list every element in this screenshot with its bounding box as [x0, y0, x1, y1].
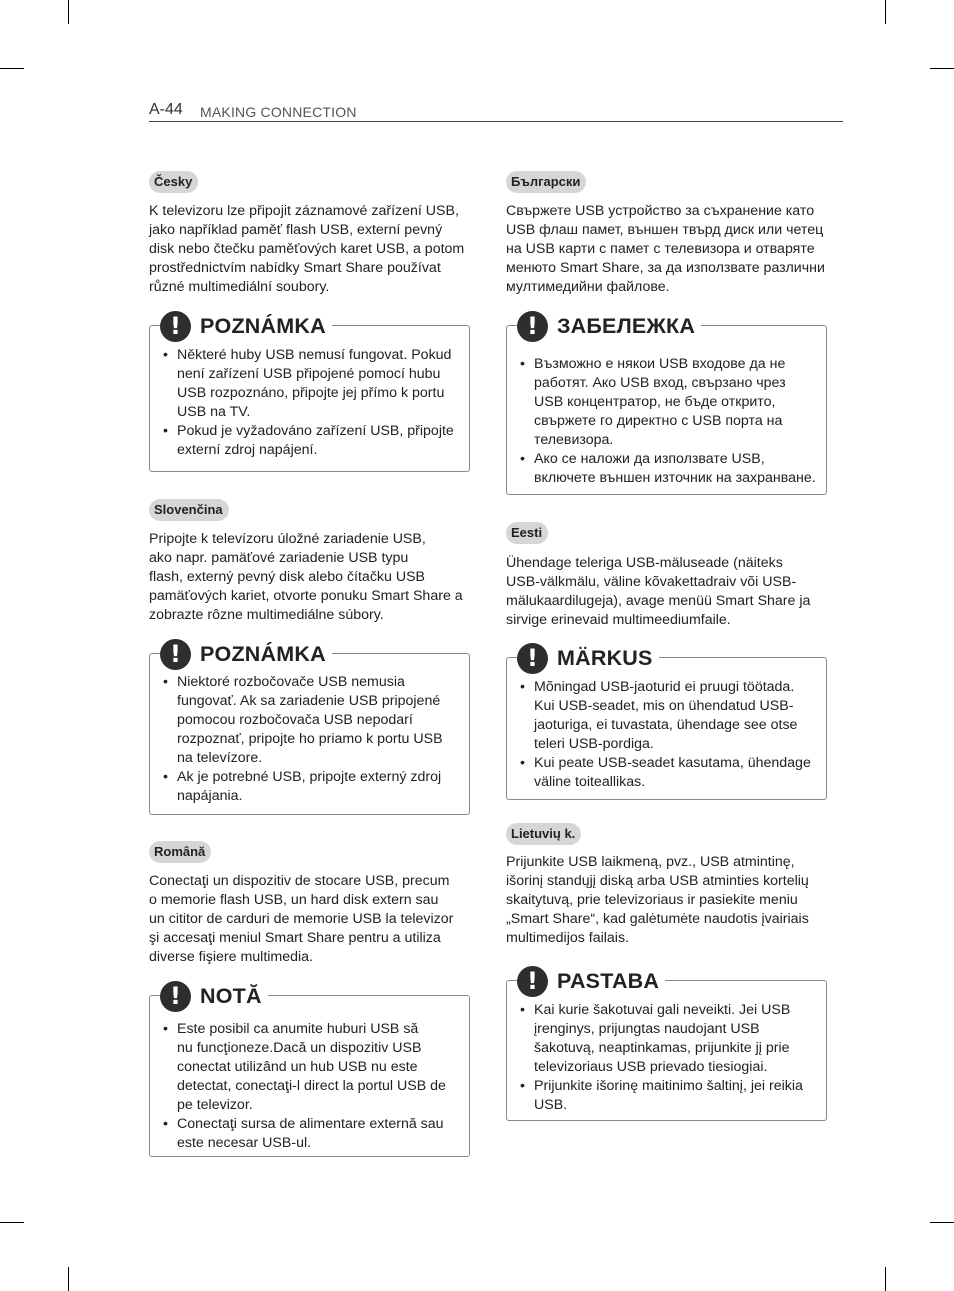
language-label-romanian: Română	[149, 841, 211, 863]
crop-mark	[930, 1222, 954, 1223]
note-item: • Mõningad USB-jaoturid ei pruugi töötada. Kui USB-seadet, mis on ühendatud USB- jaoturiga, ei tuvastata, ühendage see otse teleri USB-pordiga.	[520, 678, 818, 754]
note-title: MÄRKUS	[557, 645, 653, 670]
note-item: • Este posibil ca anumite huburi USB să nu funcţioneze.Dacă un dispozitiv USB conectat utilizând un hub USB nu este detectat, conectaţi-l direct la portul USB de pe televizor.	[163, 1020, 461, 1115]
exclamation-warning-icon: !	[160, 639, 191, 670]
note-header	[160, 637, 332, 671]
note-list	[520, 355, 818, 488]
exclamation-warning-icon: !	[517, 643, 548, 674]
note-item: • Kai kurie šakotuvai gali neveikti. Jei USB įrenginys, prijungtas naudojant USB šakotuvą, neaptinkamas, prijunkite jį prie televizoriaus USB prievado tiesiogiai.	[520, 1001, 818, 1077]
crop-mark	[68, 0, 69, 24]
language-label-estonian: Eesti	[506, 522, 548, 544]
exclamation-warning-icon: !	[517, 311, 548, 342]
paragraph-slovak: Pripojte k televízoru úložné zariadenie USB, ako napr. pamäťové zariadenie USB typu flash, externý pevný disk alebo čítačku USB pamäťových kariet, otvorte ponuku Smart Share a zobrazte rôzne multimediálne súbory.	[149, 531, 463, 623]
note-item: • Ak je potrebné USB, pripojte externý zdroj napájania.	[163, 768, 461, 806]
note-header	[517, 641, 659, 675]
language-label-bulgarian: Български	[506, 171, 586, 193]
section-title: MAKING CONNECTION	[200, 104, 357, 120]
crop-mark	[885, 0, 886, 24]
note-item: • Prijunkite išorinę maitinimo šaltinį, jei reikia USB.	[520, 1077, 818, 1115]
note-title: POZNÁMKA	[200, 641, 326, 666]
note-box-bulgarian	[506, 311, 827, 495]
page-number: A-44	[149, 101, 183, 118]
language-label-czech: Česky	[149, 171, 198, 193]
note-list	[520, 678, 818, 792]
crop-mark	[68, 1267, 69, 1291]
note-list	[163, 673, 461, 806]
note-header	[517, 964, 665, 998]
note-list	[163, 346, 461, 460]
paragraph-estonian: Ühendage teleriga USB-mäluseade (näiteks USB-välkmälu, väline kõvakettadraiv või USB- mälukaardilugeja), avage menüü Smart Share ja sirvige erinevaid multimeediumfaile.	[506, 555, 811, 628]
note-title: ЗАБЕЛЕЖКА	[557, 313, 696, 338]
note-item: • Pokud je vyžadováno zařízení USB, připojte externí zdroj napájení.	[163, 422, 461, 460]
paragraph-bulgarian: Свържете USB устройство за съхранение като USB флаш памет, външен твърд диск или четец на USB карти с памет с телевизора и отваряте менюто Smart Share, за да използвате различни мултимедийни файлове.	[506, 203, 825, 295]
note-header	[160, 309, 332, 343]
language-label-slovak: Slovenčina	[149, 499, 229, 521]
crop-mark	[0, 1222, 24, 1223]
paragraph-romanian: Conectaţi un dispozitiv de stocare USB, precum o memorie flash USB, un hard disk extern sau un cititor de carduri de memorie USB la televizor şi accesaţi meniul Smart Share pentru a utiliza diverse fişiere multimedia.	[149, 873, 454, 965]
paragraph-czech: K televizoru lze připojit záznamové zařízení USB, jako například paměť flash USB, externí pevný disk nebo čtečku paměťových karet USB, a potom prostřednictvím nabídky Smart Share používat různé multimediální soubory.	[149, 203, 465, 295]
note-box-slovak	[149, 639, 470, 815]
note-box-czech	[149, 311, 470, 472]
page-header	[149, 100, 843, 122]
note-title: POZNÁMKA	[200, 313, 326, 338]
note-item: • Ако се наложи да използвате USB, включете външен източник на захранване.	[520, 450, 818, 488]
note-header	[517, 309, 701, 343]
note-box-estonian	[506, 643, 827, 800]
note-item: • Niektoré rozbočovače USB nemusia fungovať. Ak sa zariadenie USB pripojené pomocou rozbočovača USB nepodarí rozpoznať, pripojte ho priamo k portu USB na televízore.	[163, 673, 461, 768]
note-box-romanian	[149, 981, 470, 1157]
note-item: • Některé huby USB nemusí fungovat. Pokud není zařízení USB připojené pomocí hubu USB rozpoznáno, připojte jej přímo k portu USB na TV.	[163, 346, 461, 422]
note-box-lithuanian	[506, 966, 827, 1121]
crop-mark	[0, 68, 24, 69]
exclamation-warning-icon: !	[160, 981, 191, 1012]
note-list	[520, 1001, 818, 1115]
note-title: PASTABA	[557, 968, 660, 993]
note-item: • Conectaţi sursa de alimentare externă sau este necesar USB-ul.	[163, 1115, 461, 1153]
crop-mark	[930, 68, 954, 69]
crop-mark	[885, 1267, 886, 1291]
note-title: NOTĂ	[200, 983, 262, 1008]
note-header	[160, 979, 268, 1013]
language-label-lithuanian: Lietuvių k.	[506, 823, 581, 845]
note-item: • Kui peate USB-seadet kasutama, ühendage väline toiteallikas.	[520, 754, 818, 792]
exclamation-warning-icon: !	[160, 311, 191, 342]
exclamation-warning-icon: !	[517, 966, 548, 997]
note-list	[163, 1020, 461, 1153]
note-item: • Възможно е някои USB входове да не работят. Ако USB вход, свързано чрез USB концентратор, не бъде открито, свържете го директно с USB порта на телевизора.	[520, 355, 818, 450]
paragraph-lithuanian: Prijunkite USB laikmeną, pvz., USB atmintinę, išorinį standųjį diską arba USB atminties kortelių skaitytuvą, prie televizoriaus ir pasiekite meniu „Smart Share“, kad galėtumėte naudotis įvairiais multimedijos failais.	[506, 854, 809, 946]
